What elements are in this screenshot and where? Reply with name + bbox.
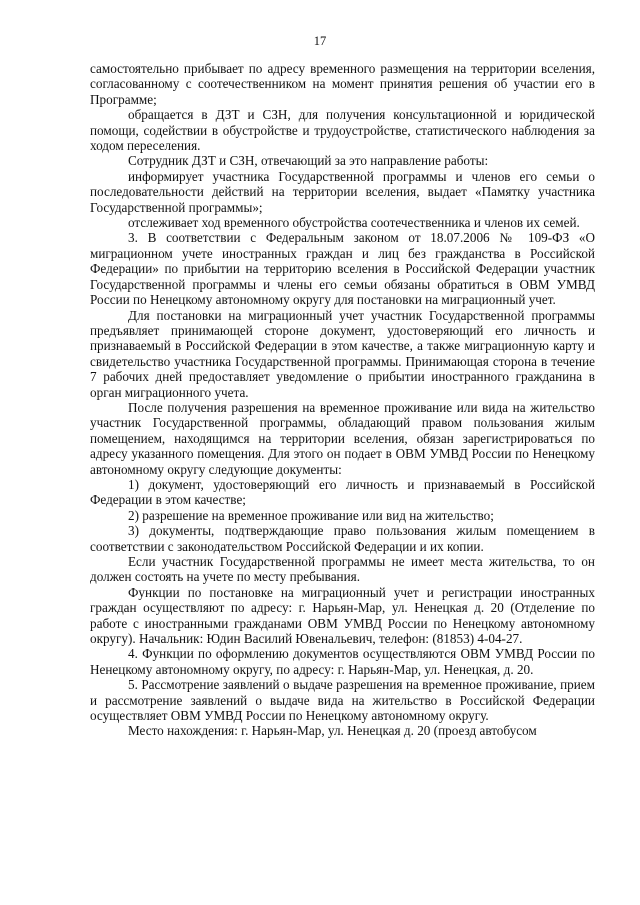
paragraph: 4. Функции по оформлению документов осуществляются ОВМ УМВД России по Ненецкому автономному округу, по адресу: г. Нарьян-Мар, ул. Ненецкая, д. 20. bbox=[90, 646, 595, 677]
paragraph: После получения разрешения на временное проживание или вида на жительство участник Государственной программы, обладающий правом пользования жилым помещением, находящимся на территории вселения, обязан зарегистрироваться по адресу указанного помещения. Для этого он подает в ОВМ УМВД России по Ненецкому автономному округу следующие документы: bbox=[90, 399, 595, 477]
paragraph: Если участник Государственной программы не имеет места жительства, то он должен состоять на учете по месту пребывания. bbox=[90, 554, 595, 585]
page-number: 17 bbox=[313, 34, 327, 48]
paragraph: 2) разрешение на временное проживание или вид на жительство; bbox=[128, 507, 494, 523]
paragraph: Место нахождения: г. Нарьян-Мар, ул. Ненецкая д. 20 (проезд автобусом bbox=[128, 723, 537, 739]
paragraph: Сотрудник ДЗТ и СЗН, отвечающий за это направление работы: bbox=[128, 153, 489, 169]
paragraph: Для постановки на миграционный учет участник Государственной программы предъявляет принимающей стороне документ, удостоверяющий его личность и признаваемый в Российской Федерации в этом качестве, а также миграционную карту и свидетельство участника Государственной программы. Принимающая сторона в течение 7 рабочих дней предоставляет уведомление о прибытии иностранного гражданина в орган миграционного учета. bbox=[90, 307, 595, 400]
paragraph: 3. В соответствии с Федеральным законом от 18.07.2006 № 109-ФЗ «О миграционном учете иностранных граждан и лиц без гражданства в Российской Федерации» по прибытии на территорию вселения в Российской Федерации участник Государственной программы и члены его семьи обязаны обратиться в ОВМ УМВД России по Ненецкому автономному округу для постановки на миграционный учет. bbox=[90, 230, 595, 308]
paragraph: отслеживает ход временного обустройства соотечественника и членов их семей. bbox=[128, 215, 580, 231]
paragraph: самостоятельно прибывает по адресу временного размещения на территории вселения, согласованному с соотечественником на момент принятия решения об участии его в Программе; bbox=[90, 61, 595, 107]
paragraph: 3) документы, подтверждающие право пользования жилым помещением в соответствии с законодательством Российской Федерации и их копии. bbox=[90, 523, 595, 554]
paragraph: информирует участника Государственной программы и членов его семьи о последовательности действий на территории вселения, выдает «Памятку участника Государственной программы»; bbox=[90, 168, 595, 215]
paragraph: 5. Рассмотрение заявлений о выдаче разрешения на временное проживание, прием и рассмотрение заявлений о выдаче вида на жительство в Российской Федерации осуществляет ОВМ УМВД России по Ненецкому автономному округу. bbox=[90, 677, 595, 724]
paragraph: Функции по постановке на миграционный учет и регистрации иностранных граждан осуществляют по адресу: г. Нарьян-Мар, ул. Ненецкая д. 20 (Отделение по работе с иностранными гражданами ОВМ УМВД России по Ненецкому автономному округу). Начальник: Юдин Василий Ювенальевич, телефон: (81853) 4-04-27. bbox=[90, 584, 595, 647]
document-body bbox=[90, 61, 595, 739]
paragraph: 1) документ, удостоверяющий его личность и признаваемый в Российской Федерации в этом качестве; bbox=[90, 476, 595, 508]
paragraph: обращается в ДЗТ и СЗН, для получения консультационной и юридической помощи, содействии в обустройстве и трудоустройстве, статистического наблюдения за ходом переселения. bbox=[90, 107, 595, 154]
